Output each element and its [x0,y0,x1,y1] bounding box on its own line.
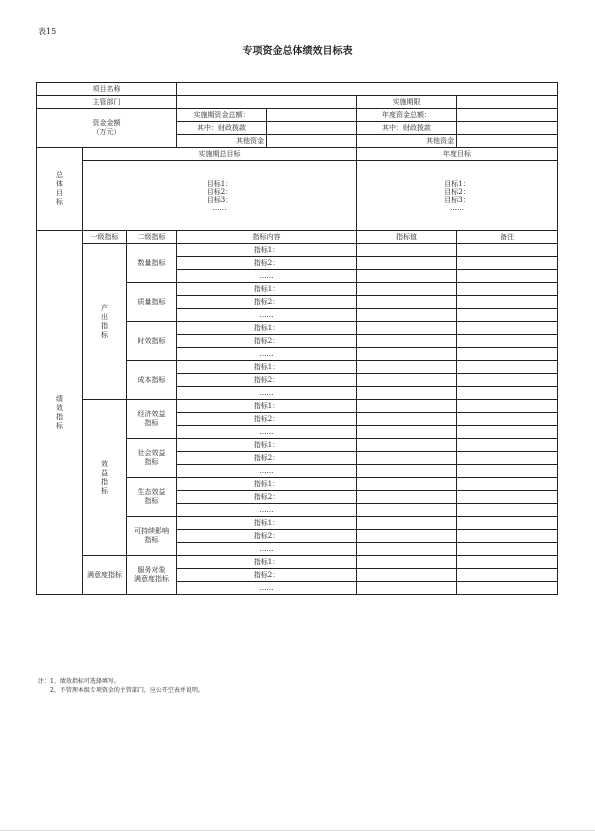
level2-indicator: 社会效益 指标 [127,439,177,478]
page-edge [0,830,595,831]
indicator-content[interactable]: 指标2： [177,296,357,309]
level2-indicator: 时效指标 [127,322,177,361]
performance-goal-table [36,82,558,595]
level2-indicator: 成本指标 [127,361,177,400]
impl-total-value[interactable] [267,109,357,122]
level2-indicator: 经济效益 指标 [127,400,177,439]
impl-goal-header: 实施期总目标 [83,148,357,161]
annual-fiscal-label: 其中：财政拨款 [357,122,457,135]
level1-indicator: 产 出 指 标 [83,244,127,400]
project-name-value[interactable] [177,83,558,96]
indicator-value[interactable] [357,582,457,595]
annual-other-value[interactable] [457,135,558,148]
indicator-value[interactable] [357,387,457,400]
indicator-value[interactable] [357,478,457,491]
indicator-row [37,244,558,257]
indicator-content[interactable]: …… [177,426,357,439]
indicator-value[interactable] [357,504,457,517]
goal-item: 目标2： [206,187,233,196]
perf-section-label: 绩 效 指 标 [37,231,83,595]
indicator-remark[interactable] [457,244,558,257]
indicator-content[interactable]: 指标1： [177,244,357,257]
perf-header: 备注 [457,231,558,244]
impl-fiscal-label: 其中：财政拨款 [177,122,267,135]
project-name-label: 项目名称 [37,83,177,96]
funds-label: 资金金额 （万元） [37,109,177,148]
row-goal-body [37,161,558,231]
indicator-content[interactable]: …… [177,543,357,556]
level2-indicator: 服务对象 满意度指标 [127,556,177,595]
footnote: 2、不管理本级专项资金的主管部门，应公开空表并说明。 [50,687,204,694]
goals-section-label: 总 体 目 标 [37,148,83,231]
footnotes [38,677,204,695]
row-funds-1 [37,109,558,122]
goal-item: 目标3： [206,195,233,204]
row-project-name [37,83,558,96]
indicator-remark[interactable] [457,374,558,387]
indicator-remark[interactable] [457,439,558,452]
indicator-content[interactable]: …… [177,582,357,595]
level2-indicator: 可持续影响 指标 [127,517,177,556]
impl-other-label: 其他资金 [177,135,267,148]
table-number: 表15 [38,27,57,36]
indicator-row [37,556,558,569]
indicator-content[interactable]: 指标2： [177,257,357,270]
indicator-content[interactable]: …… [177,465,357,478]
impl-period-value[interactable] [457,96,558,109]
annual-total-value[interactable] [457,109,558,122]
indicator-value[interactable] [357,348,457,361]
annual-other-label: 其他资金 [357,135,457,148]
indicator-content[interactable]: 指标1： [177,361,357,374]
goal-item: 目标3： [444,195,470,204]
indicator-value[interactable] [357,400,457,413]
indicator-value[interactable] [357,283,457,296]
indicator-value[interactable] [357,244,457,257]
indicator-remark[interactable] [457,556,558,569]
indicator-value[interactable] [357,569,457,582]
indicator-remark[interactable] [457,387,558,400]
indicator-remark[interactable] [457,335,558,348]
indicator-value[interactable] [357,452,457,465]
indicator-value[interactable] [357,517,457,530]
indicator-value[interactable] [357,257,457,270]
indicator-content[interactable]: 指标2： [177,335,357,348]
annual-fiscal-value[interactable] [457,122,558,135]
row-dept [37,96,558,109]
goal-item: 目标2： [444,187,470,196]
indicator-remark[interactable] [457,426,558,439]
indicator-content[interactable]: 指标1： [177,400,357,413]
footnote: 注：1、绩效指标可选择填写。 [38,678,120,685]
indicator-remark[interactable] [457,400,558,413]
indicator-content[interactable]: 指标2： [177,569,357,582]
indicator-content[interactable]: 指标1： [177,322,357,335]
perf-header: 二级指标 [127,231,177,244]
indicator-value[interactable] [357,413,457,426]
indicator-remark[interactable] [457,530,558,543]
annual-total-label: 年度资金总额： [357,109,457,122]
indicator-remark[interactable] [457,348,558,361]
indicator-remark[interactable] [457,361,558,374]
indicator-remark[interactable] [457,257,558,270]
indicator-content[interactable]: 指标1： [177,283,357,296]
goal-item: …… [450,203,464,212]
perf-header: 指标内容 [177,231,357,244]
indicator-remark[interactable] [457,296,558,309]
indicator-remark[interactable] [457,543,558,556]
row-goal-headers [37,148,558,161]
indicator-content[interactable]: 指标2： [177,530,357,543]
impl-fiscal-value[interactable] [267,122,357,135]
annual-goal-header: 年度目标 [357,148,558,161]
indicator-value[interactable] [357,361,457,374]
indicator-content[interactable]: 指标2： [177,491,357,504]
annual-goal-content[interactable] [357,161,558,231]
indicator-content[interactable]: …… [177,387,357,400]
indicator-value[interactable] [357,335,457,348]
perf-header: 指标值 [357,231,457,244]
indicator-value[interactable] [357,270,457,283]
page-title: 专项资金总体绩效目标表 [242,46,353,57]
indicator-value[interactable] [357,530,457,543]
indicator-content[interactable]: 指标1： [177,439,357,452]
indicator-content[interactable]: 指标1： [177,556,357,569]
indicator-remark[interactable] [457,517,558,530]
indicator-row [37,400,558,413]
indicator-remark[interactable] [457,504,558,517]
impl-period-label: 实施期限 [357,96,457,109]
dept-value[interactable] [177,96,357,109]
indicator-remark[interactable] [457,478,558,491]
impl-total-label: 实施期资金总额： [177,109,267,122]
indicator-content[interactable]: …… [177,504,357,517]
indicator-remark[interactable] [457,582,558,595]
dept-label: 主管部门 [37,96,177,109]
indicator-content[interactable]: 指标1： [177,517,357,530]
indicator-content[interactable]: …… [177,348,357,361]
perf-header: 一级指标 [83,231,127,244]
goal-item: 目标1： [444,179,470,188]
indicator-remark[interactable] [457,309,558,322]
impl-goal-content[interactable] [83,161,357,231]
indicator-value[interactable] [357,296,457,309]
indicator-remark[interactable] [457,322,558,335]
indicator-value[interactable] [357,439,457,452]
level1-indicator: 满意度指标 [83,556,127,595]
indicator-remark[interactable] [457,465,558,478]
goal-item: …… [212,203,227,212]
indicator-value[interactable] [357,465,457,478]
indicator-content[interactable]: …… [177,309,357,322]
indicator-remark[interactable] [457,452,558,465]
level1-indicator: 效 益 指 标 [83,400,127,556]
indicator-content[interactable]: …… [177,270,357,283]
indicator-remark[interactable] [457,270,558,283]
indicator-value[interactable] [357,374,457,387]
indicator-remark[interactable] [457,413,558,426]
indicator-value[interactable] [357,543,457,556]
row-perf-headers [37,231,558,244]
indicator-content[interactable]: 指标1： [177,478,357,491]
goal-item: 目标1： [206,179,233,188]
indicator-remark[interactable] [457,491,558,504]
indicator-content[interactable]: 指标2： [177,413,357,426]
indicator-value[interactable] [357,309,457,322]
impl-other-value[interactable] [267,135,357,148]
indicator-content[interactable]: 指标2： [177,452,357,465]
level2-indicator: 质量指标 [127,283,177,322]
level2-indicator: 数量指标 [127,244,177,283]
indicator-value[interactable] [357,322,457,335]
indicator-content[interactable]: 指标2： [177,374,357,387]
indicator-remark[interactable] [457,283,558,296]
indicator-value[interactable] [357,556,457,569]
indicator-value[interactable] [357,491,457,504]
indicator-remark[interactable] [457,569,558,582]
level2-indicator: 生态效益 指标 [127,478,177,517]
indicator-value[interactable] [357,426,457,439]
